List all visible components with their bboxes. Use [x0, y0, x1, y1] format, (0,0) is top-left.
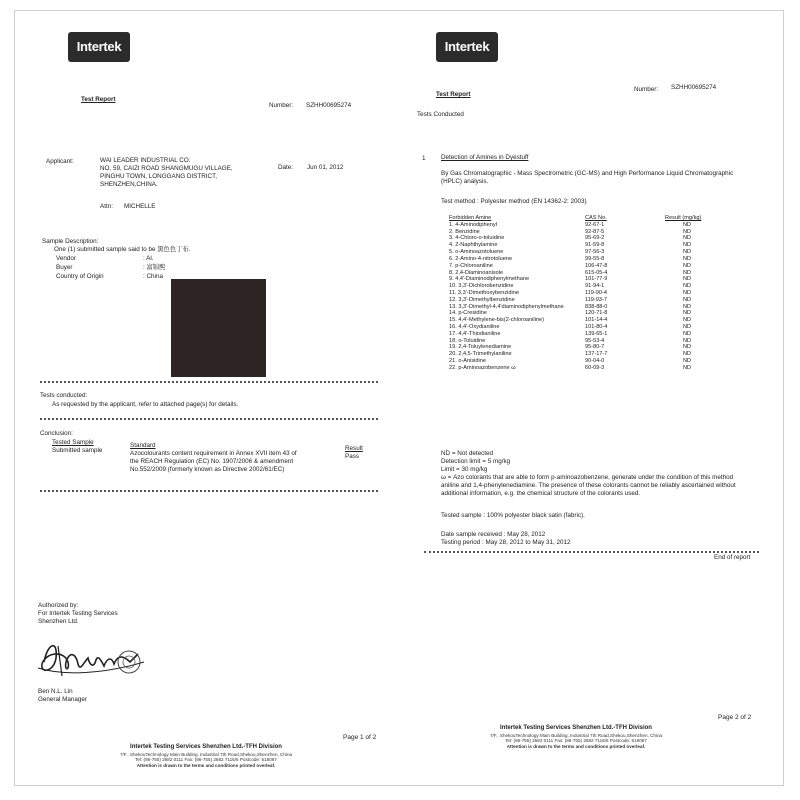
- conclusion-label: Conclusion:: [40, 430, 73, 437]
- result-cell: ND: [683, 337, 692, 344]
- number-label: Number:: [634, 86, 659, 93]
- dotted-divider: [40, 490, 378, 492]
- table-row: [441, 358, 701, 365]
- amine-name-cell: 5. o-Aminoazotoluene: [449, 249, 504, 256]
- amine-name-cell: 18. o-Toluidine: [449, 337, 486, 344]
- report-heading: Test Report: [436, 91, 471, 98]
- result-cell: ND: [683, 296, 692, 303]
- result-cell: ND: [683, 235, 692, 242]
- item-title: Detection of Amines in Dyestuff: [441, 154, 529, 161]
- table-row: [441, 365, 701, 372]
- amine-name-cell: 15. 4,4'-Methylene-bis(2-chloroaniline): [449, 317, 544, 324]
- amine-name-cell: 8. 2,4-Diaminoanisole: [449, 269, 504, 276]
- vendor-label: Vendor: [56, 255, 76, 262]
- result-cell: ND: [683, 262, 692, 269]
- cas-number-cell: 137-17-7: [585, 351, 608, 358]
- table-row: [441, 310, 701, 317]
- amine-name-cell: 1. 4-Aminodiphenyl: [449, 221, 497, 228]
- report-number: SZHH00695274: [306, 102, 352, 109]
- standard-line: Azocolourants content requirement in Annex XVII item 43 of: [130, 450, 297, 457]
- item-number: 1: [422, 155, 426, 162]
- result-cell: ND: [683, 276, 692, 283]
- vendor-value: : Al.: [143, 255, 154, 262]
- tests-conducted-label: Tests conducted:: [40, 392, 88, 399]
- cas-number-cell: 99-55-8: [585, 255, 605, 262]
- test-method: Test method : Polyester method (EN 14362-2: 2003): [441, 198, 587, 205]
- footer-company: Intertek Testing Services Shenzhen Ltd.-TFH Division: [130, 744, 282, 750]
- dotted-divider: [40, 381, 378, 383]
- table-row: [441, 276, 701, 283]
- footer-address: 7/F., ShekouTechnology Main Building, Industrial 7th Road,Shekou,Shenzhen, China: [119, 751, 293, 757]
- omega-line: additional information, e.g. the chemical structure of the colorants used.: [441, 489, 641, 497]
- table-row: [441, 304, 701, 311]
- page-footer: [86, 744, 326, 769]
- result-cell: ND: [683, 228, 692, 235]
- amine-name-cell: 12. 3,3'-Dimethylbenzidine: [449, 296, 515, 303]
- cas-number-cell: 91-59-8: [585, 242, 605, 249]
- result-cell: ND: [683, 242, 692, 249]
- auth-line: Shenzhen Ltd.: [38, 617, 79, 625]
- result-cell: ND: [683, 324, 692, 330]
- cas-number-cell: 101-80-4: [585, 324, 608, 330]
- amine-name-cell: 11. 3,3'-Dimethoxybenzidine: [449, 289, 519, 296]
- table-row: [441, 331, 701, 338]
- amine-name-cell: 16. 4,4'-Oxydianiline: [449, 324, 500, 330]
- auth-line: For Intertek Testing Services: [38, 609, 118, 617]
- result-cell: ND: [683, 269, 692, 276]
- report-heading: Test Report: [81, 96, 116, 103]
- footer-company: Intertek Testing Services Shenzhen Ltd.-TFH Division: [500, 725, 652, 731]
- tests-conducted-text: As requested by the applicant, refer to attached page(s) for details.: [52, 401, 239, 408]
- cas-number-cell: 95-53-4: [585, 337, 605, 344]
- amine-name-cell: 3. 4-Chloro-o-toluidine: [449, 235, 505, 242]
- result-cell: ND: [683, 364, 692, 371]
- cas-number-cell: 101-14-4: [585, 317, 608, 324]
- limit: Limit = 30 mg/kg: [441, 466, 488, 473]
- table-row: [441, 229, 701, 236]
- amine-name-cell: 20. 2,4,5-Trimethylaniline: [449, 351, 512, 358]
- table-header-row: [441, 215, 701, 222]
- footer-phone: Tel: (86-755) 2682 0111 Fax: (86-755) 2682 7116/6 Postcode: 518067: [505, 738, 647, 744]
- omega-line: aniline and 1,4-phenylenediamine. The presence of these colorants cannot be reliably ascertained without: [441, 481, 736, 489]
- dotted-divider: [40, 418, 378, 420]
- applicant-address: [100, 157, 233, 188]
- result-cell: ND: [683, 358, 692, 365]
- amine-name-cell: 14. p-Cresidine: [449, 310, 487, 317]
- table-row: [441, 283, 701, 290]
- standard-line: the REACH Regulation (EC) No. 1907/2006 & amendment: [130, 457, 294, 465]
- report-number: SZHH00695274: [671, 84, 717, 91]
- applicant-line: PINGHU TOWN, LONGGANG DISTRICT,: [100, 172, 217, 180]
- page-number: Page 2 of 2: [718, 714, 752, 721]
- amine-name-cell: 7. p-Chloroaniline: [449, 262, 493, 269]
- tested-sample: Tested sample : 100% polyester black satin (fabric).: [441, 512, 585, 519]
- table-row: [441, 222, 701, 229]
- sample-swatch-image: [171, 279, 266, 377]
- amine-name-cell: 13. 3,3'-Dimethyl-4,4'diaminodiphenylmethane: [449, 303, 564, 310]
- result-cell: ND: [683, 221, 692, 228]
- result-cell: ND: [683, 317, 692, 324]
- result-cell: ND: [683, 351, 692, 358]
- report-page-2: [404, 12, 782, 787]
- table-row: [441, 249, 701, 256]
- applicant-label: Applicant:: [46, 158, 74, 165]
- tests-conducted-heading: Tests Conducted: [417, 111, 464, 118]
- cas-number-cell: 91-94-1: [585, 283, 605, 290]
- auth-line: Authorized by:: [38, 602, 79, 609]
- amine-name-cell: 19. 2,4-Toluylenediamine: [449, 344, 512, 351]
- amine-name-cell: 10. 3,3'-Dichlorobenzidine: [449, 283, 514, 290]
- page-footer: [456, 725, 696, 750]
- cas-number-cell: 139-65-1: [585, 330, 608, 337]
- tested-sample-header: Tested Sample: [52, 439, 94, 446]
- end-of-report: End of report: [714, 554, 751, 561]
- footer-attention: Attention is drawn to the terms and conditions printed overleaf.: [506, 743, 646, 749]
- attn-label: Attn:: [100, 203, 113, 210]
- table-row: [441, 351, 701, 358]
- detection-limit: Detection limit = 5 mg/kg: [441, 458, 511, 465]
- nd-note: ND = Not detected: [441, 450, 493, 457]
- result-cell: ND: [683, 310, 692, 317]
- cas-header: CAS No.: [585, 215, 607, 221]
- cas-number-cell: 95-80-7: [585, 344, 605, 351]
- result-cell: ND: [683, 255, 692, 262]
- amine-name-cell: 22. p-Aminoazobenzene ω: [449, 364, 516, 371]
- result-cell: ND: [683, 303, 692, 310]
- amine-name-cell: 17. 4,4'-Thiodianiline: [449, 330, 501, 337]
- number-label: Number:: [269, 102, 294, 109]
- standard-line: No.552/2009 (formerly known as Directive 2002/61/EC): [130, 465, 285, 473]
- table-row: [441, 338, 701, 345]
- cas-number-cell: 120-71-8: [585, 310, 608, 317]
- intertek-logo: Intertek: [68, 32, 130, 62]
- result-cell: ND: [683, 249, 692, 256]
- buyer-label: Buyer: [56, 264, 73, 271]
- cas-number-cell: 119-90-4: [585, 289, 607, 296]
- result-cell: ND: [683, 283, 692, 290]
- signature-image: [34, 632, 154, 684]
- footer-phone: Tel: (86-755) 2682 0111 Fax: (86-755) 2682 7116/6 Postcode: 518067: [135, 757, 277, 763]
- footer-attention: Attention is drawn to the terms and conditions printed overleaf.: [136, 762, 276, 768]
- date-value: Jun 01, 2012: [307, 164, 344, 171]
- submitted-sample-cell: Submitted sample: [52, 447, 103, 454]
- amine-name-cell: 9. 4,4'-Diaminodiphenylmethane: [449, 276, 530, 283]
- cas-number-cell: 119-93-7: [585, 296, 607, 303]
- attn-value: MICHELLE: [124, 203, 156, 210]
- table-row: [441, 256, 701, 263]
- standard-header: Standard: [130, 442, 156, 449]
- table-row: [441, 344, 701, 351]
- testing-period: Testing period : May 28, 2012 to May 31, 2012: [441, 539, 571, 546]
- table-row: [441, 297, 701, 304]
- table-row: [441, 324, 701, 331]
- dotted-divider: [424, 551, 759, 553]
- cas-number-cell: 92-87-5: [585, 228, 605, 235]
- amines-table: [441, 215, 701, 372]
- result-cell: ND: [683, 289, 692, 296]
- result-cell: ND: [683, 344, 692, 351]
- method-line: (HPLC) analysis.: [441, 177, 489, 185]
- cas-number-cell: 101-77-9: [585, 276, 608, 283]
- result-header: Result (mg/kg): [665, 215, 702, 221]
- cas-number-cell: 97-56-3: [585, 249, 605, 256]
- applicant-line: NO. 59, CAIZI ROAD SHANGMUGU VILLAGE,: [100, 164, 233, 172]
- footer-address: 7/F., ShekouTechnology Main Building, Industrial 7th Road,Shekou,Shenzhen, China: [489, 732, 663, 738]
- amine-name-cell: 21. o-Anisidine: [449, 358, 487, 365]
- result-cell: ND: [683, 330, 692, 337]
- table-row: [441, 263, 701, 270]
- omega-line: ω = Azo colorants that are able to form p-aminoazobenzene, generate under the condition of this method: [441, 474, 734, 481]
- table-row: [441, 270, 701, 277]
- amine-name-cell: 2. Benzidine: [449, 228, 480, 235]
- buyer-value: : 富锦熙: [143, 264, 166, 271]
- cas-number-cell: 60-09-3: [585, 364, 605, 371]
- signer-name: Ben N.L. Lin: [38, 688, 73, 695]
- table-row: [441, 235, 701, 242]
- signer-title: General Manager: [38, 696, 88, 703]
- result-cell: Pass: [345, 453, 359, 460]
- country-of-origin-label: Country of Origin: [56, 273, 104, 280]
- report-page-1: [16, 12, 394, 787]
- applicant-line: SHENZHEN,CHINA.: [100, 180, 158, 188]
- forbidden-amine-header: Forbidden Amine: [449, 215, 492, 221]
- method-line: By Gas Chromatographic - Mass Spectrometric (GC-MS) and High Performance Liquid Chromatographic: [441, 170, 734, 177]
- amine-name-cell: 6. 2-Amino-4-nitrotoluene: [449, 255, 513, 262]
- cas-number-cell: 615-05-4: [585, 269, 608, 276]
- cas-number-cell: 90-04-0: [585, 358, 605, 365]
- method-description: [441, 170, 733, 186]
- applicant-line: WAI LEADER INDUSTRIAL CO.: [100, 157, 191, 164]
- result-header: Result: [345, 445, 363, 452]
- standard-cell: [130, 450, 297, 474]
- omega-note: [441, 474, 736, 498]
- date-sample-received: Date sample received : May 28, 2012: [441, 531, 546, 538]
- table-row: [441, 317, 701, 324]
- sample-description-label: Sample Description:: [42, 238, 99, 245]
- date-label: Date:: [278, 164, 294, 171]
- cas-number-cell: 106-47-8: [585, 262, 608, 269]
- cas-number-cell: 838-88-0: [585, 303, 608, 310]
- table-row: [441, 290, 701, 297]
- sample-description-text: One (1) submitted sample said to be 黑色色丁布.: [54, 246, 191, 253]
- cas-number-cell: 92-67-1: [585, 221, 605, 228]
- country-of-origin-value: : China: [143, 273, 163, 280]
- authorized-by: [38, 602, 118, 626]
- page-number: Page 1 of 2: [343, 734, 377, 741]
- intertek-logo: Intertek: [436, 32, 498, 62]
- table-row: [441, 242, 701, 249]
- cas-number-cell: 95-69-2: [585, 235, 605, 242]
- amine-name-cell: 4. 2-Naphthylamine: [449, 242, 498, 249]
